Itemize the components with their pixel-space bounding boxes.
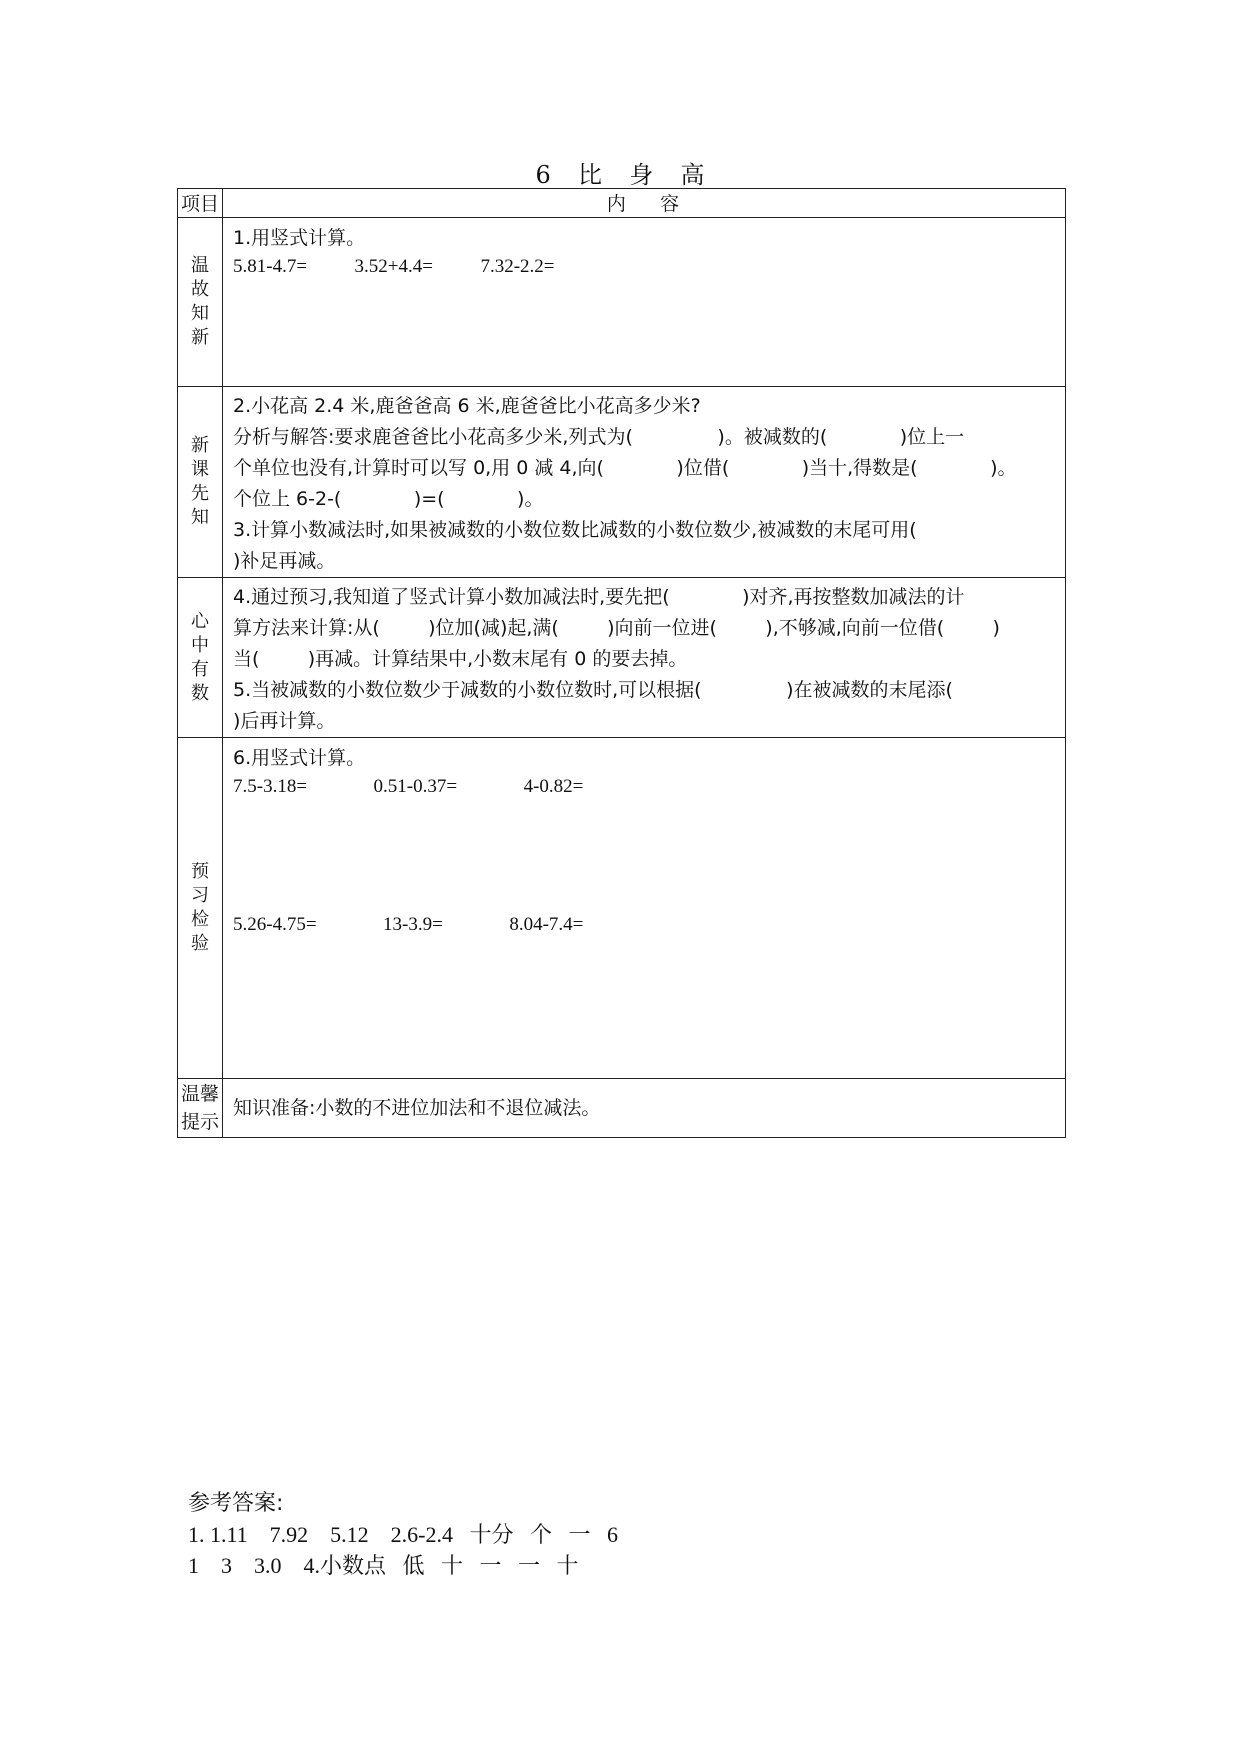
new-line-3: 个单位也没有,计算时可以写 0,用 0 减 4,向( )位借( )当十,得数是( )。 [233, 457, 1017, 479]
answer-key-title: 参考答案: [188, 1491, 284, 1516]
row-check-label-cell [178, 738, 223, 1079]
review-question: 1.用竖式计算。 [233, 227, 366, 249]
row-review-label-cell [178, 218, 223, 387]
new-line-1: 2.小花高 2.4 米,鹿爸爸高 6 米,鹿爸爸比小花高多少米? [233, 395, 701, 417]
answer-key [188, 1488, 888, 1581]
row-mind-content [223, 578, 1066, 738]
worksheet-table [177, 188, 1066, 1138]
answer-line-2: 1 3 3.0 4.小数点 低 十 一 一 十 [188, 1553, 579, 1578]
row-mind [178, 578, 1066, 738]
row-mind-label-cell [178, 578, 223, 738]
mind-line-2: 算方法来计算:从( )位加(减)起,满( )向前一位进( ),不够减,向前一位借( ) [233, 617, 1000, 639]
check-question: 6.用竖式计算。 [233, 747, 366, 769]
header-content: 内 容 [223, 189, 1066, 218]
mind-line-1: 4.通过预习,我知道了竖式计算小数加减法时,要先把( )对齐,再按整数加减法的计 [233, 586, 965, 608]
row-new-label-cell [178, 387, 223, 578]
row-tip-label: 温馨提示 [178, 1079, 223, 1138]
mind-line-4: 5.当被减数的小数位数少于减数的小数位数时,可以根据( )在被减数的末尾添( [233, 679, 953, 701]
row-check-label: 预习检验 [191, 861, 209, 954]
row-review-label: 温故知新 [191, 255, 209, 348]
table-header-row [178, 189, 1066, 218]
new-line-4: 个位上 6-2-( )=( )。 [233, 488, 544, 510]
row-mind-label: 心中有数 [191, 610, 209, 704]
row-review-content [223, 218, 1066, 387]
check-expressions-2: 5.26-4.75= 13-3.9= 8.04-7.4= [233, 914, 584, 935]
row-tip-content [223, 1079, 1066, 1138]
row-new-content [223, 387, 1066, 578]
tip-text: 知识准备:小数的不进位加法和不退位减法。 [233, 1096, 601, 1119]
row-review [178, 218, 1066, 387]
header-item: 项目 [178, 189, 223, 218]
row-check [178, 738, 1066, 1079]
mind-line-5: )后再计算。 [233, 710, 336, 732]
row-check-content [223, 738, 1066, 1079]
page-title: 6 比 身 高 [535, 161, 709, 189]
new-line-6: )补足再减。 [233, 550, 336, 572]
row-new [178, 387, 1066, 578]
mind-line-3: 当( )再减。计算结果中,小数末尾有 0 的要去掉。 [233, 648, 688, 670]
answer-line-1: 1. 1.11 7.92 5.12 2.6-2.4 十分 个 一 6 [188, 1522, 619, 1547]
row-new-label: 新课先知 [191, 435, 209, 528]
row-tip [178, 1079, 1066, 1138]
new-line-2: 分析与解答:要求鹿爸爸比小花高多少米,列式为( )。被减数的( )位上一 [233, 426, 965, 448]
new-line-5: 3.计算小数减法时,如果被减数的小数位数比减数的小数位数少,被减数的末尾可用( [233, 519, 917, 541]
review-expressions: 5.81-4.7= 3.52+4.4= 7.32-2.2= [233, 256, 555, 277]
check-expressions-1: 7.5-3.18= 0.51-0.37= 4-0.82= [233, 776, 584, 797]
